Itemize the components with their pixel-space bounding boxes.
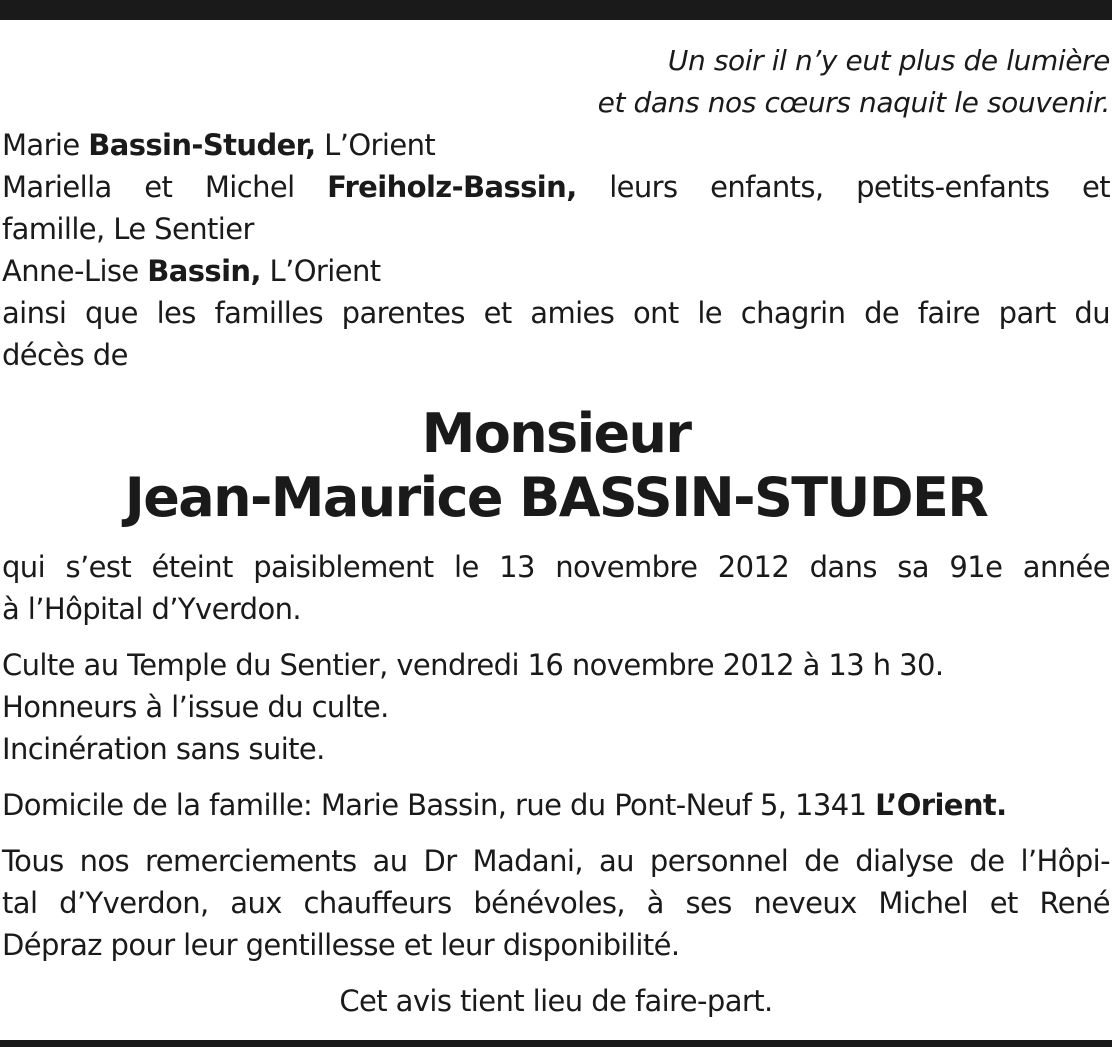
family-line-2-pre: Mariella et Michel	[2, 170, 328, 204]
closing-line: Cet avis tient lieu de faire-part.	[339, 984, 773, 1018]
thanks-line-3: Dépraz pour leur gentillesse et leur disponibilité.	[2, 928, 680, 962]
domicile-text: Domicile de la famille: Marie Bassin, rue du Pont-Neuf 5, 1341	[2, 788, 876, 822]
family-line-6: décès de	[2, 338, 128, 372]
family-name-bassin-studer: Bassin-Studer,	[88, 128, 316, 162]
ceremony-line-1: Culte au Temple du Sentier, vendredi 16 novembre 2012 à 13 h 30.	[2, 648, 944, 682]
epigraph-line-2: et dans nos cœurs naquit le souvenir.	[597, 86, 1110, 119]
family-line-1-post: L’Orient	[315, 128, 436, 162]
family-line-1	[2, 124, 1110, 166]
ceremony-line-3: Incinération sans suite.	[2, 732, 325, 766]
family-line-4	[2, 250, 1110, 292]
family-line-3: famille, Le Sentier	[2, 212, 254, 246]
family-line-4-pre: Anne-Lise	[2, 254, 148, 288]
family-name-freiholz-bassin: Freiholz-Bassin,	[327, 170, 577, 204]
thanks-paragraph	[2, 840, 1110, 966]
family-line-2-post: leurs enfants, petits-enfants et	[576, 170, 1110, 204]
domicile-town: L’Orient.	[875, 788, 1007, 822]
deceased-name: Jean-Maurice BASSIN-STUDER	[124, 466, 988, 529]
spacer	[2, 630, 1110, 644]
family-name-bassin: Bassin,	[147, 254, 261, 288]
ceremony-paragraph	[2, 644, 1110, 770]
family-line-4-post: L’Orient	[260, 254, 381, 288]
deceased-name-block	[2, 402, 1110, 530]
bottom-rule	[0, 1040, 1112, 1047]
epigraph	[2, 40, 1110, 124]
spacer	[2, 826, 1110, 840]
deceased-title: Monsieur	[421, 402, 691, 465]
family-list	[2, 124, 1110, 376]
spacer	[2, 966, 1110, 980]
family-line-2	[2, 166, 1110, 208]
ceremony-line-2: Honneurs à l’issue du culte.	[2, 690, 389, 724]
spacer	[2, 770, 1110, 784]
thanks-line-1: Tous nos remerciements au Dr Madani, au personnel de dialyse de l’Hôpi-	[2, 844, 1110, 878]
domicile-line	[2, 784, 1110, 826]
epigraph-line-1: Un soir il n’y eut plus de lumière	[667, 44, 1110, 77]
family-line-1-pre: Marie	[2, 128, 89, 162]
passing-line-1: qui s’est éteint paisiblement le 13 novembre 2012 dans sa 91e année	[2, 550, 1110, 584]
passing-paragraph	[2, 546, 1110, 630]
thanks-line-2: tal d’Yverdon, aux chauffeurs bénévoles, à ses neveux Michel et René	[2, 886, 1110, 920]
top-rule	[0, 0, 1112, 20]
passing-line-2: à l’Hôpital d’Yverdon.	[2, 592, 302, 626]
obituary-notice	[2, 40, 1110, 1022]
family-line-5: ainsi que les familles parentes et amies ont le chagrin de faire part du	[2, 296, 1110, 330]
